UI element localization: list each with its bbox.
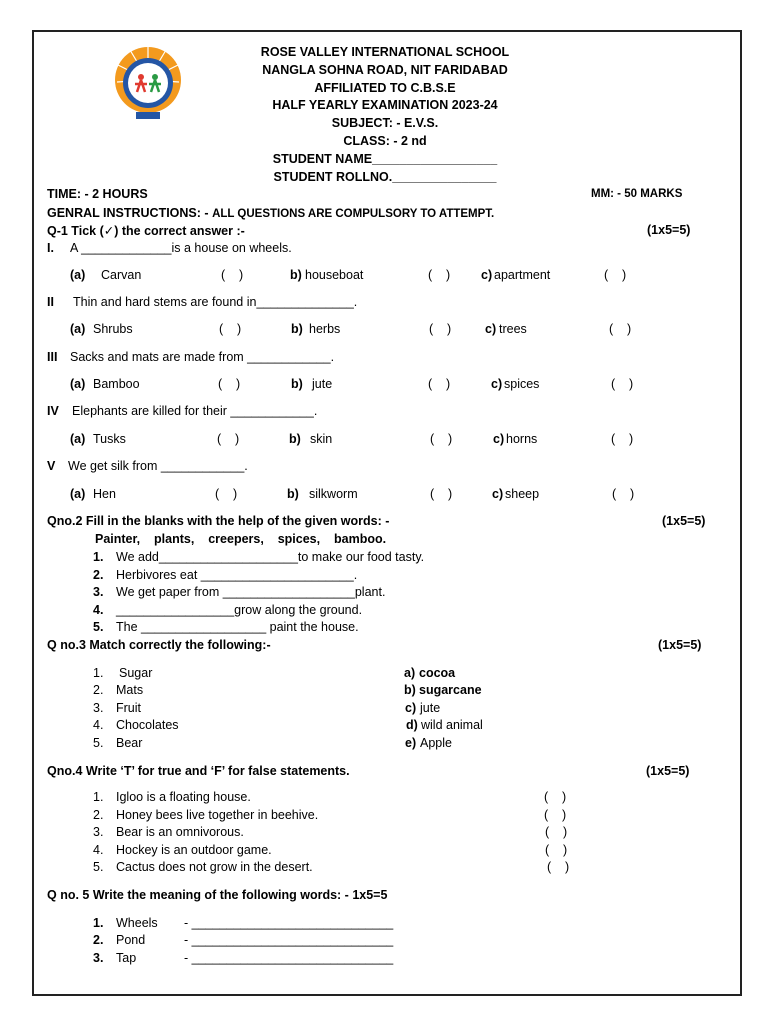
q4-answer-box[interactable]: ( ): [545, 825, 568, 839]
q3-right-item: Apple: [420, 736, 452, 750]
q4-item-number: 5.: [93, 860, 104, 874]
q4-statement: Hockey is an outdoor game.: [116, 843, 272, 857]
q2-item-number: 5.: [93, 620, 104, 634]
q2-fill-blank[interactable]: We add____________________to make our food tasty.: [116, 550, 425, 564]
q5-answer-blank[interactable]: - _____________________________: [184, 933, 394, 947]
q1-option-b-label: b): [291, 377, 303, 391]
q1-option-c-tick-box[interactable]: ( ): [609, 322, 632, 336]
subject: SUBJECT: - E.V.S.: [331, 116, 439, 130]
q3-left-number: 3.: [93, 701, 104, 715]
q2-item-number: 4.: [93, 603, 104, 617]
q4-answer-box[interactable]: ( ): [544, 808, 567, 822]
q4-answer-box[interactable]: ( ): [545, 843, 568, 857]
q2-fill-blank[interactable]: We get paper from ___________________plant.: [116, 585, 386, 599]
exam-title: HALF YEARLY EXAMINATION 2023-24: [272, 98, 498, 112]
q1-option-c-label: c): [493, 432, 505, 446]
q2-title: Qno.2 Fill in the blanks with the help of the given words: -: [47, 514, 390, 528]
student-name-field[interactable]: STUDENT NAME__________________: [272, 152, 498, 166]
q3-right-item: sugarcane: [419, 683, 482, 697]
q1-marks: (1x5=5): [647, 223, 691, 237]
q4-item-number: 1.: [93, 790, 104, 804]
q5-item-number: 2.: [93, 933, 104, 947]
q3-right-item: cocoa: [419, 666, 456, 680]
q1-option-c-tick-box[interactable]: ( ): [611, 432, 634, 446]
q5-word: Pond: [116, 933, 146, 947]
q1-option-b-tick-box[interactable]: ( ): [430, 432, 453, 446]
q4-item-number: 4.: [93, 843, 104, 857]
q1-item-number: IV: [47, 404, 59, 418]
q1-option-a: Shrubs: [93, 322, 133, 336]
instructions-label: GENRAL INSTRUCTIONS: -: [47, 206, 209, 220]
q1-option-b-tick-box[interactable]: ( ): [429, 322, 452, 336]
q1-option-a-tick-box[interactable]: ( ): [217, 432, 240, 446]
q4-answer-box[interactable]: ( ): [544, 790, 567, 804]
max-marks: MM: - 50 MARKS: [591, 188, 683, 200]
q3-right-label: d): [406, 718, 418, 732]
q1-option-b: jute: [312, 377, 333, 391]
q1-title: Q-1 Tick (✓) the correct answer :-: [47, 224, 245, 238]
q3-right-label: c): [405, 701, 417, 715]
q4-statement: Bear is an omnivorous.: [116, 825, 244, 839]
q4-marks: (1x5=5): [646, 764, 690, 778]
q1-option-c: apartment: [494, 268, 551, 282]
q3-right-item: jute: [420, 701, 441, 715]
school-affiliation: AFFILIATED TO C.B.S.E: [314, 81, 456, 95]
instructions-text: ALL QUESTIONS ARE COMPULSORY TO ATTEMPT.: [212, 208, 495, 220]
q1-option-b: skin: [310, 432, 333, 446]
q1-option-a-label: (a): [70, 432, 86, 446]
q2-marks: (1x5=5): [662, 514, 706, 528]
q3-right-label: e): [405, 736, 417, 750]
q1-item-number: II: [47, 295, 54, 309]
q2-fill-blank[interactable]: Herbivores eat ______________________.: [116, 568, 358, 582]
q2-word-bank: Painter, plants, creepers, spices, bamboo.: [95, 532, 387, 546]
exam-time: TIME: - 2 HOURS: [47, 187, 148, 201]
q3-right-label: a): [404, 666, 416, 680]
q3-left-item: Chocolates: [116, 718, 179, 732]
q5-word: Tap: [116, 951, 137, 965]
student-roll-field[interactable]: STUDENT ROLLNO._______________: [273, 170, 497, 184]
q1-option-b-label: b): [291, 322, 303, 336]
q3-title: Q no.3 Match correctly the following:-: [47, 638, 271, 652]
q3-left-item: Fruit: [116, 701, 141, 715]
q1-option-c: horns: [506, 432, 538, 446]
instructions: [47, 206, 494, 220]
q1-option-b-tick-box[interactable]: ( ): [428, 268, 451, 282]
q3-right-label: b): [404, 683, 416, 697]
q4-title: Qno.4 Write ‘T’ for true and ‘F’ for false statements.: [47, 764, 350, 778]
q1-option-a: Tusks: [93, 432, 126, 446]
q1-option-a-tick-box[interactable]: ( ): [215, 487, 238, 501]
q4-statement: Honey bees live together in beehive.: [116, 808, 319, 822]
q4-answer-box[interactable]: ( ): [547, 860, 570, 874]
q1-option-c: sheep: [505, 487, 540, 501]
q5-answer-blank[interactable]: - _____________________________: [184, 951, 394, 965]
q1-option-c-tick-box[interactable]: ( ): [611, 377, 634, 391]
school-name: ROSE VALLEY INTERNATIONAL SCHOOL: [260, 45, 510, 59]
q1-option-c-label: c): [492, 487, 504, 501]
q3-left-number: 4.: [93, 718, 104, 732]
q1-option-c: trees: [499, 322, 527, 336]
q1-option-c-label: c): [481, 268, 493, 282]
q1-item-number: I.: [47, 241, 54, 255]
q5-answer-blank[interactable]: - _____________________________: [184, 916, 394, 930]
q1-item-number: III: [47, 350, 58, 364]
q1-option-b-tick-box[interactable]: ( ): [428, 377, 451, 391]
q5-title: Q no. 5 Write the meaning of the following words: - 1x5=5: [47, 888, 388, 902]
q1-option-a: Hen: [93, 487, 116, 501]
q1-option-b-tick-box[interactable]: ( ): [430, 487, 453, 501]
q1-option-a-label: (a): [70, 322, 86, 336]
q1-option-b: herbs: [309, 322, 341, 336]
q4-item-number: 3.: [93, 825, 104, 839]
q1-option-c-tick-box[interactable]: ( ): [604, 268, 627, 282]
class: CLASS: - 2 nd: [343, 134, 427, 148]
q1-option-c-tick-box[interactable]: ( ): [612, 487, 635, 501]
q2-item-number: 2.: [93, 568, 104, 582]
q1-option-a: Bamboo: [93, 377, 140, 391]
q1-option-c: spices: [504, 377, 540, 391]
q3-right-item: wild animal: [421, 718, 483, 732]
q1-option-b: silkworm: [309, 487, 358, 501]
q5-item-number: 3.: [93, 951, 104, 965]
q1-option-b-label: b): [290, 268, 302, 282]
q3-left-item: Sugar: [119, 666, 153, 680]
q2-item-number: 1.: [93, 550, 104, 564]
q1-option-a-tick-box[interactable]: ( ): [221, 268, 244, 282]
q1-option-a-label: (a): [70, 268, 86, 282]
q1-item-question: Sacks and mats are made from ____________.: [70, 350, 335, 364]
q1-item-question: We get silk from ____________.: [68, 459, 248, 473]
q4-statement: Igloo is a floating house.: [116, 790, 251, 804]
q2-fill-blank[interactable]: The __________________ paint the house.: [116, 620, 359, 634]
q5-word: Wheels: [116, 916, 158, 930]
q3-left-item: Bear: [116, 736, 143, 750]
q3-left-number: 1.: [93, 666, 104, 680]
q4-item-number: 2.: [93, 808, 104, 822]
q5-item-number: 1.: [93, 916, 104, 930]
q1-option-c-label: c): [485, 322, 497, 336]
q3-left-item: Mats: [116, 683, 144, 697]
q1-option-a-label: (a): [70, 487, 86, 501]
q1-item-question: A _____________is a house on wheels.: [70, 241, 292, 255]
q2-item-number: 3.: [93, 585, 104, 599]
q2-fill-blank[interactable]: _________________grow along the ground.: [116, 603, 363, 617]
q1-option-a-tick-box[interactable]: ( ): [219, 322, 242, 336]
school-address: NANGLA SOHNA ROAD, NIT FARIDABAD: [262, 63, 508, 77]
q3-marks: (1x5=5): [658, 638, 702, 652]
q1-option-b: houseboat: [305, 268, 364, 282]
q1-option-b-label: b): [287, 487, 299, 501]
q4-statement: Cactus does not grow in the desert.: [116, 860, 313, 874]
q1-option-b-label: b): [289, 432, 301, 446]
q1-option-a-tick-box[interactable]: ( ): [218, 377, 241, 391]
q1-option-a-label: (a): [70, 377, 86, 391]
q1-item-question: Thin and hard stems are found in______________.: [73, 295, 358, 309]
q1-item-number: V: [47, 459, 56, 473]
q1-item-question: Elephants are killed for their ____________.: [72, 404, 318, 418]
q1-option-a: Carvan: [101, 268, 142, 282]
q3-left-number: 5.: [93, 736, 104, 750]
q1-option-c-label: c): [491, 377, 503, 391]
q3-left-number: 2.: [93, 683, 104, 697]
